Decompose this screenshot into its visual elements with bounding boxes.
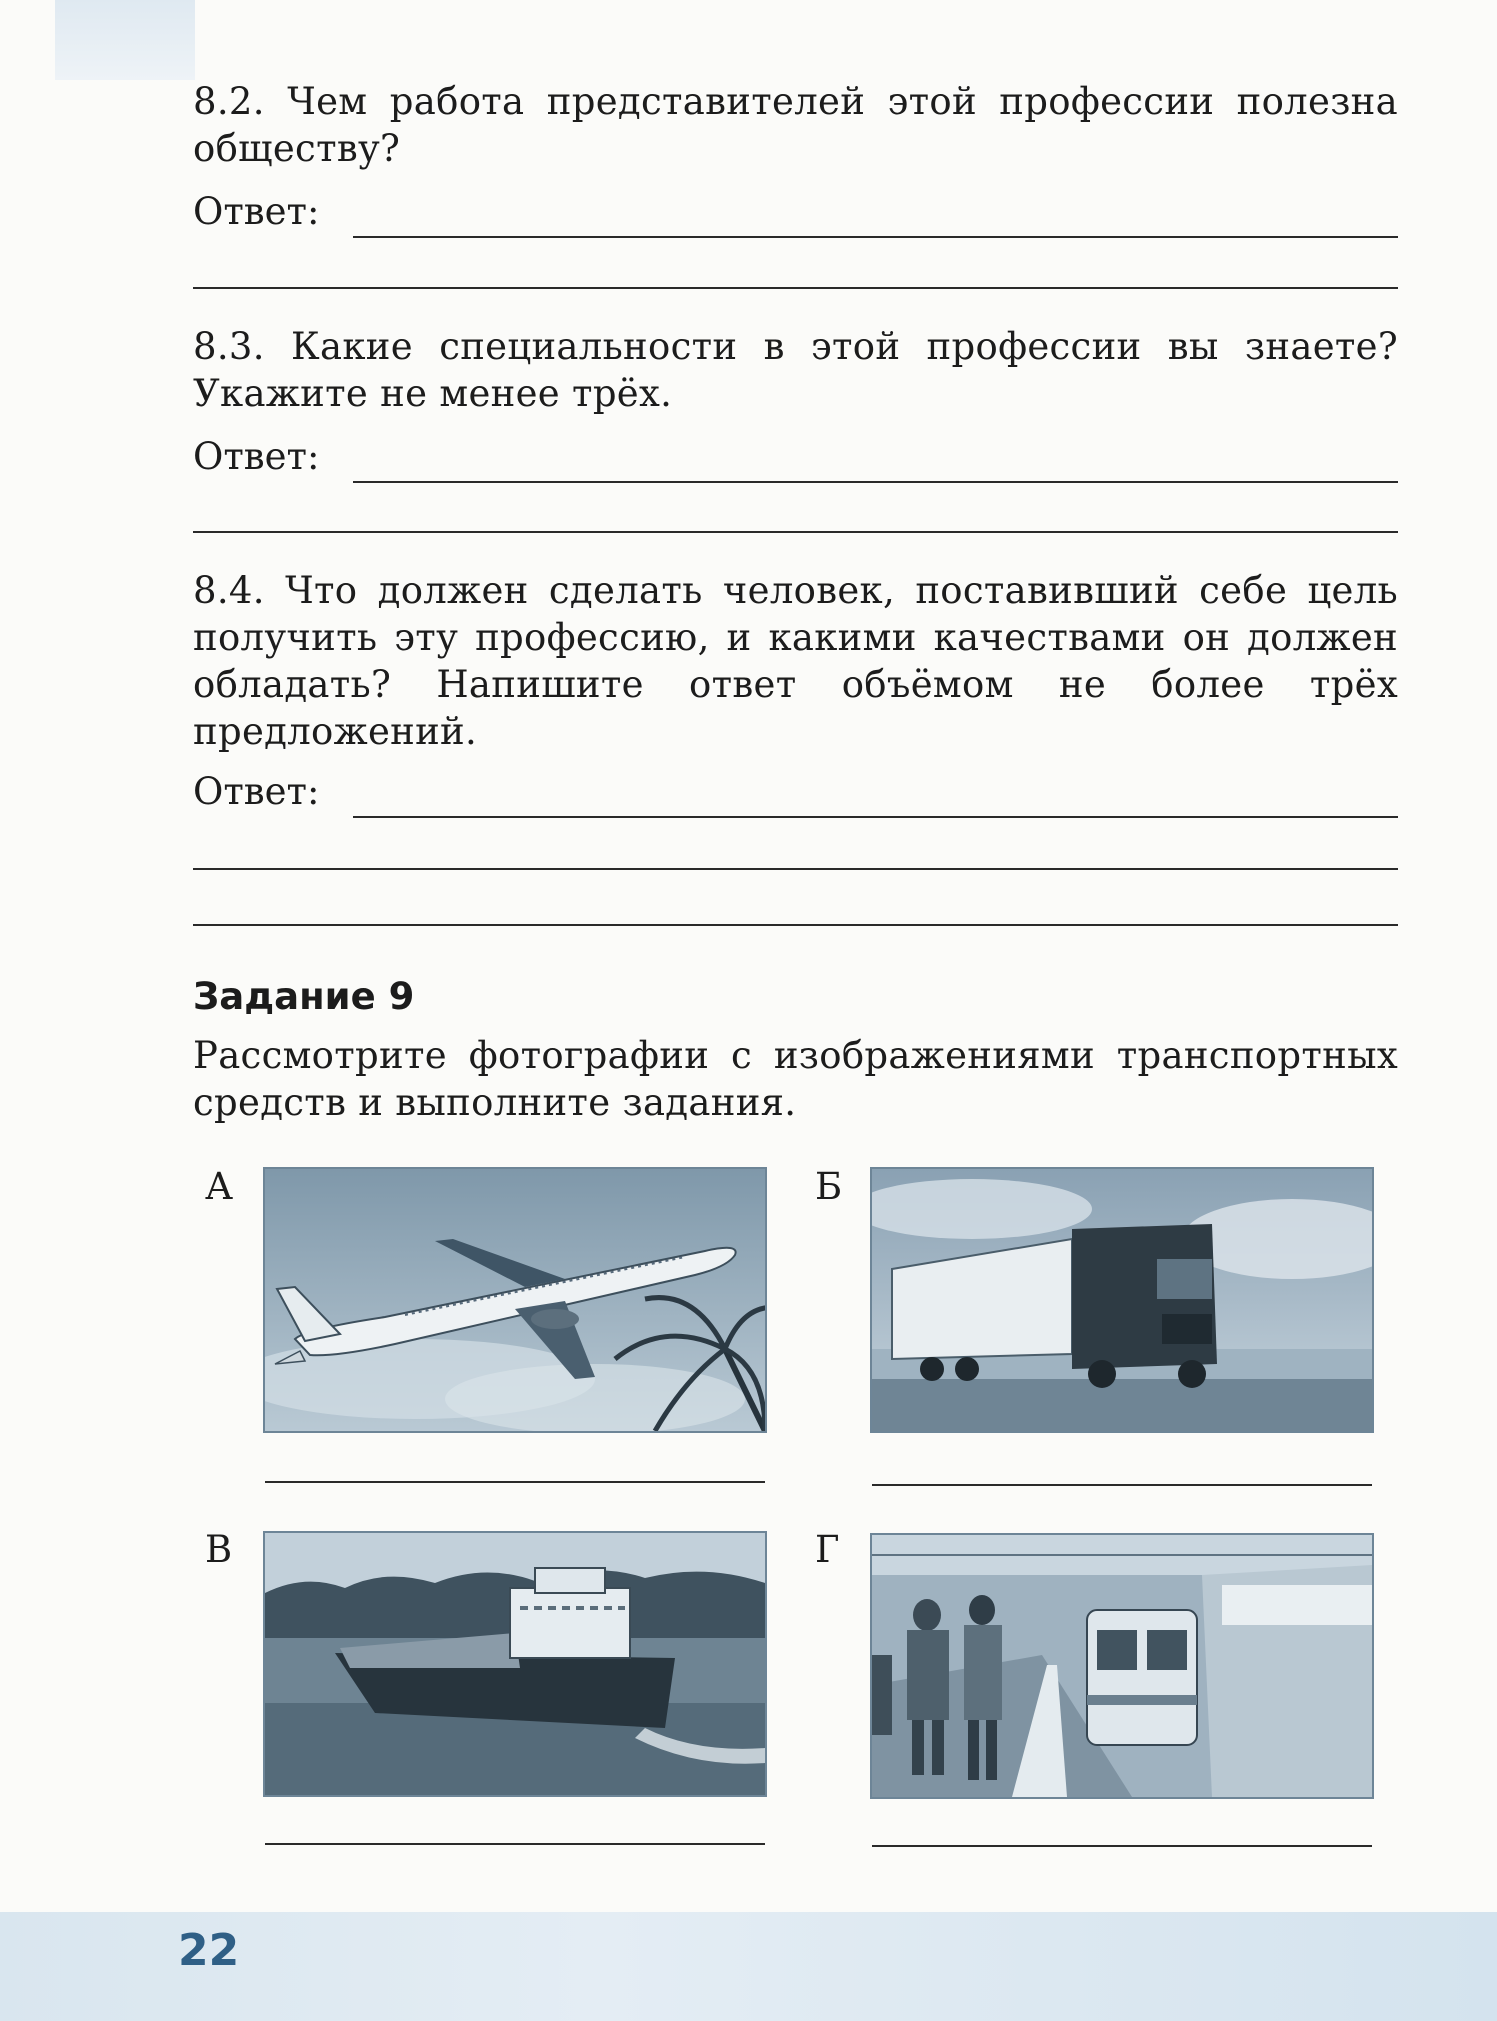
photo-letter-v: В bbox=[205, 1528, 233, 1571]
caption-line-b[interactable] bbox=[872, 1484, 1372, 1486]
answer-line[interactable] bbox=[353, 236, 1398, 238]
answer-line[interactable] bbox=[353, 481, 1398, 483]
answer-line[interactable] bbox=[193, 924, 1398, 926]
caption-line-v[interactable] bbox=[265, 1843, 765, 1845]
answer-label: Ответ: bbox=[193, 435, 320, 478]
answer-line[interactable] bbox=[193, 531, 1398, 533]
task-text: Рассмотрите фотографии с изображениями транспортных средств и выполните задания. bbox=[193, 1034, 1398, 1124]
answer-row-8-3 bbox=[193, 435, 1398, 485]
task-title: Задание 9 bbox=[193, 975, 415, 1018]
train-photo bbox=[870, 1533, 1374, 1799]
page-number: 22 bbox=[178, 1925, 240, 1976]
corner-tab bbox=[55, 0, 195, 80]
caption-line-g[interactable] bbox=[872, 1845, 1372, 1847]
photo-letter-g: Г bbox=[815, 1528, 840, 1571]
answer-row-8-2 bbox=[193, 190, 1398, 240]
truck-photo bbox=[870, 1167, 1374, 1433]
answer-line[interactable] bbox=[193, 868, 1398, 870]
question-8-4: 8.4. Что должен сделать человек, поставивший себе цель получить эту профессию, и какими качествами он должен обладать? Напишите ответ объёмом не более трёх предложений. bbox=[193, 569, 1398, 753]
airplane-photo bbox=[263, 1167, 767, 1433]
answer-row-8-4 bbox=[193, 770, 1398, 820]
photo-letter-b: Б bbox=[815, 1165, 843, 1208]
photo-letter-a: А bbox=[205, 1165, 234, 1208]
answer-line[interactable] bbox=[193, 287, 1398, 289]
question-8-3: 8.3. Какие специальности в этой профессии вы знаете? Укажите не менее трёх. bbox=[193, 325, 1398, 415]
answer-line[interactable] bbox=[353, 816, 1398, 818]
ship-photo bbox=[263, 1531, 767, 1797]
answer-label: Ответ: bbox=[193, 190, 320, 233]
answer-label: Ответ: bbox=[193, 770, 320, 813]
caption-line-a[interactable] bbox=[265, 1481, 765, 1483]
question-8-2: 8.2. Чем работа представителей этой профессии полезна обществу? bbox=[193, 80, 1398, 170]
